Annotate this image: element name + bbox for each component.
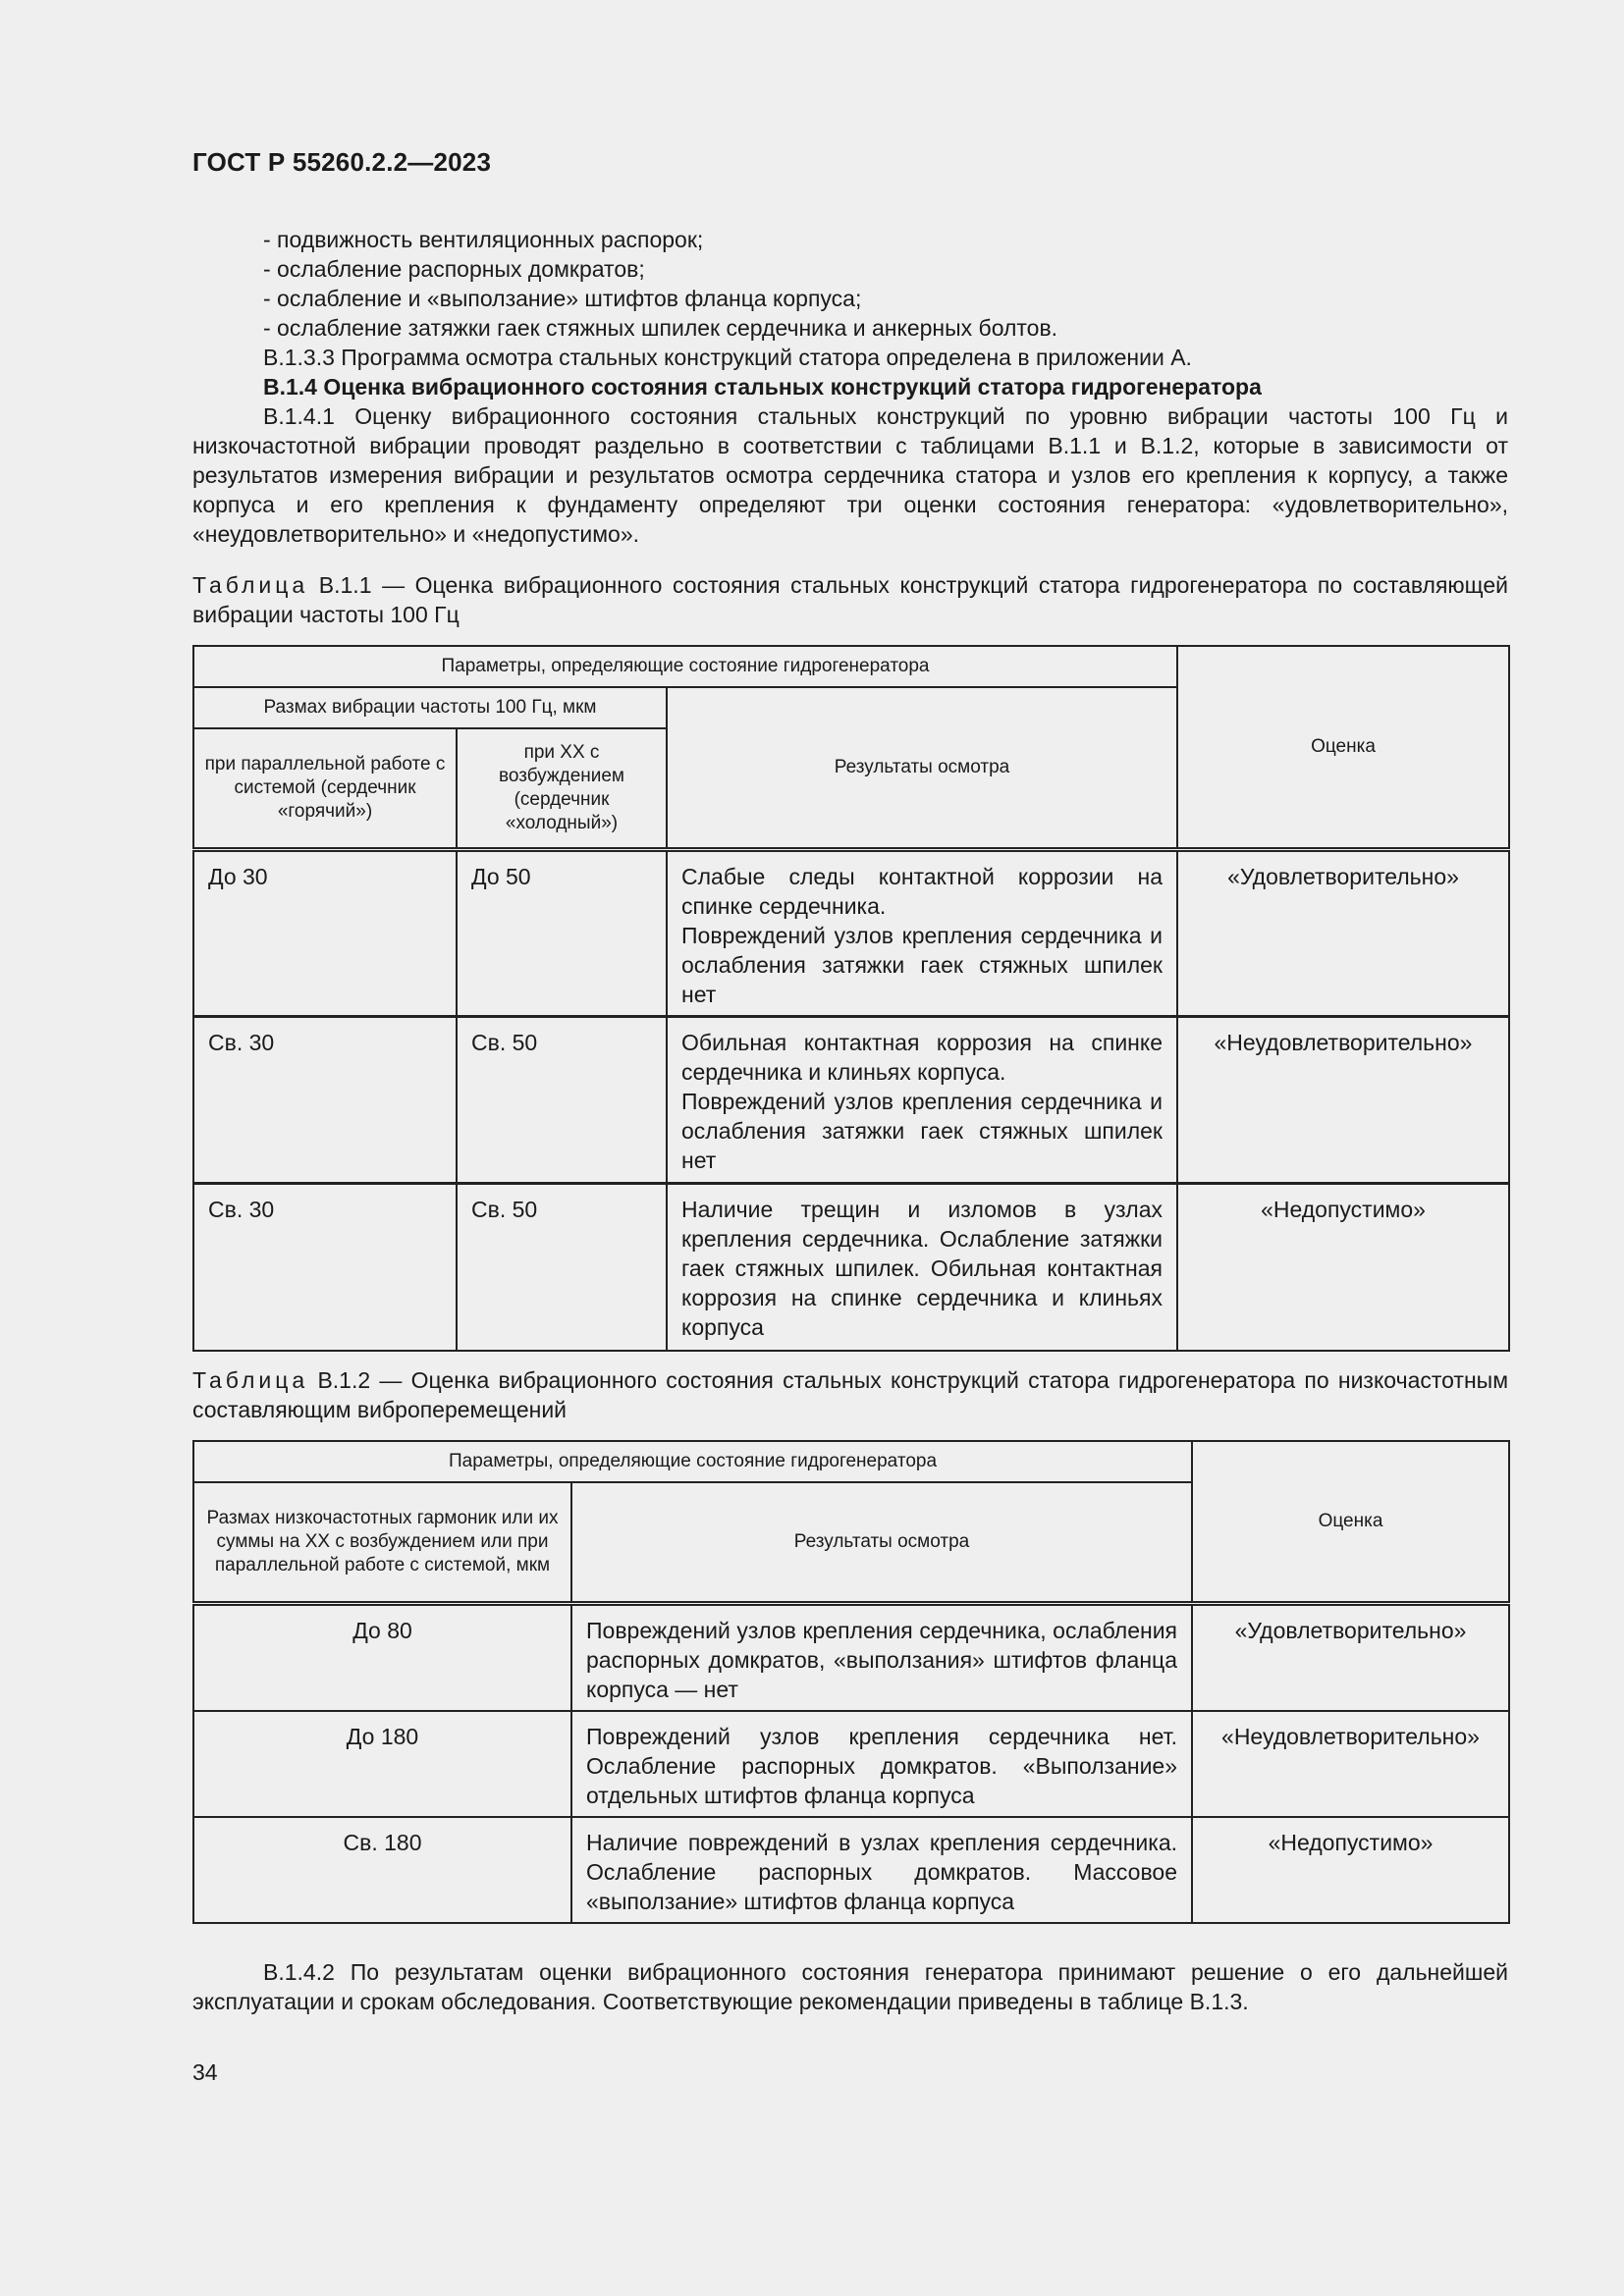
table1-cell-results	[667, 850, 1177, 1017]
section-heading-b14: В.1.4 Оценка вибрационного состояния стальных конструкций статора гидрогенератора	[263, 374, 1262, 400]
table1-header-parallel: при параллельной работе с системой (сердечник «горячий»)	[193, 728, 457, 850]
table2-cell-results: Повреждений узлов крепления сердечника нет. Ослабление распорных домкратов. «Выползание» отдельных штифтов фланца корпуса	[571, 1711, 1192, 1817]
table2-cell-results: Повреждений узлов крепления сердечника, ослабления распорных домкратов, «выползания» штифтов фланца корпуса — нет	[571, 1603, 1192, 1711]
table2-caption-label: Таблица	[192, 1366, 309, 1393]
table2-cell-amplitude: До 80	[193, 1603, 571, 1711]
document-code-header: ГОСТ Р 55260.2.2—2023	[192, 147, 492, 177]
bullet-item: - ослабление распорных домкратов;	[263, 256, 645, 282]
table2-cell-rating: «Неудовлетворительно»	[1192, 1711, 1509, 1817]
table-b12	[192, 1440, 1510, 1924]
paragraph-b142: В.1.4.2 По результатам оценки вибрационного состояния генератора принимают решение о его дальнейшей эксплуатации и срокам обследования. Соответствующие рекомендации приведены в таблице В.1.3.	[192, 1958, 1508, 2014]
table-b11	[192, 645, 1510, 1352]
table1-result-line: Повреждений узлов крепления сердечника и ослабления затяжки гаек стяжных шпилек нет	[681, 1089, 1163, 1173]
table2-cell-results: Наличие повреждений в узлах крепления сердечника. Ослабление распорных домкратов. Массовое «выползание» штифтов фланца корпуса	[571, 1817, 1192, 1923]
paragraph-b133: В.1.3.3 Программа осмотра стальных конструкций статора определена в приложении А.	[263, 345, 1192, 370]
bullet-list	[192, 225, 1508, 343]
table1-caption-label: Таблица	[192, 572, 309, 598]
table2-cell-rating: «Удовлетворительно»	[1192, 1603, 1509, 1711]
page-number: 34	[192, 2058, 218, 2085]
table1-header-amplitude: Размах вибрации частоты 100 Гц, мкм	[193, 687, 667, 728]
paragraph-b141: В.1.4.1 Оценку вибрационного состояния стальных конструкций по уровню вибрации частоты 100 Гц и низкочастотной вибрации проводят раздельно в соответствии с таблицами В.1.1 и В.1.2, которые в зависимости от результатов измерения вибрации и результатов осмотра сердечника статора и узлов его крепления к корпусу, а также корпуса и его крепления к фундаменту определяют три оценки состояния генератора: «удовлетворительно», «неудовлетворительно» и «недопустимо».	[192, 403, 1508, 547]
table1-cell-amp-xx: Св. 50	[457, 1017, 667, 1184]
table2-cell-amplitude: До 180	[193, 1711, 571, 1817]
table2-caption	[192, 1365, 1508, 1424]
document-page	[192, 147, 1508, 2086]
table1-header-results: Результаты осмотра	[667, 687, 1177, 850]
bullet-item: - ослабление и «выползание» штифтов фланца корпуса;	[263, 286, 862, 311]
table2-header-amplitude: Размах низкочастотных гармоник или их суммы на ХХ с возбуждением или при параллельной работе с системой, мкм	[193, 1482, 571, 1604]
table1-caption	[192, 570, 1508, 629]
table2-header-rating: Оценка	[1192, 1441, 1509, 1604]
table1-cell-amp-parallel: До 30	[193, 850, 457, 1017]
table1-header-params: Параметры, определяющие состояние гидрогенератора	[193, 646, 1177, 687]
table1-cell-results	[667, 1017, 1177, 1184]
table1-result-line: Наличие трещин и изломов в узлах крепления сердечника. Ослабление затяжки гаек стяжных шпилек. Обильная контактная коррозия на спинке сердечника и клиньях корпуса	[681, 1197, 1163, 1340]
table2-header-params: Параметры, определяющие состояние гидрогенератора	[193, 1441, 1192, 1482]
table2-cell-amplitude: Св. 180	[193, 1817, 571, 1923]
bullet-item: - подвижность вентиляционных распорок;	[263, 227, 704, 252]
bullet-item: - ослабление затяжки гаек стяжных шпилек сердечника и анкерных болтов.	[263, 315, 1058, 341]
table1-cell-rating: «Неудовлетворительно»	[1177, 1017, 1509, 1184]
table1-cell-amp-parallel: Св. 30	[193, 1184, 457, 1351]
table1-result-line: Повреждений узлов крепления сердечника и ослабления затяжки гаек стяжных шпилек нет	[681, 923, 1163, 1007]
table1-result-line: Обильная контактная коррозия на спинке сердечника и клиньях корпуса.	[681, 1030, 1163, 1085]
table1-header-xx: при ХХ с возбуждением (сердечник «холодный»)	[457, 728, 667, 850]
table1-cell-amp-parallel: Св. 30	[193, 1017, 457, 1184]
table1-cell-rating: «Удовлетворительно»	[1177, 850, 1509, 1017]
table2-header-results: Результаты осмотра	[571, 1482, 1192, 1604]
table1-header-rating: Оценка	[1177, 646, 1509, 850]
table2-cell-rating: «Недопустимо»	[1192, 1817, 1509, 1923]
table1-cell-rating: «Недопустимо»	[1177, 1184, 1509, 1351]
table1-cell-results	[667, 1184, 1177, 1351]
table1-cell-amp-xx: До 50	[457, 850, 667, 1017]
table1-cell-amp-xx: Св. 50	[457, 1184, 667, 1351]
table1-caption-text: В.1.1 — Оценка вибрационного состояния стальных конструкций статора гидрогенератора по составляющей вибрации частоты 100 Гц	[192, 572, 1508, 627]
table2-caption-text: В.1.2 — Оценка вибрационного состояния стальных конструкций статора гидрогенератора по низкочастотным составляющим виброперемещений	[192, 1366, 1509, 1422]
table1-result-line: Слабые следы контактной коррозии на спинке сердечника.	[681, 864, 1163, 919]
